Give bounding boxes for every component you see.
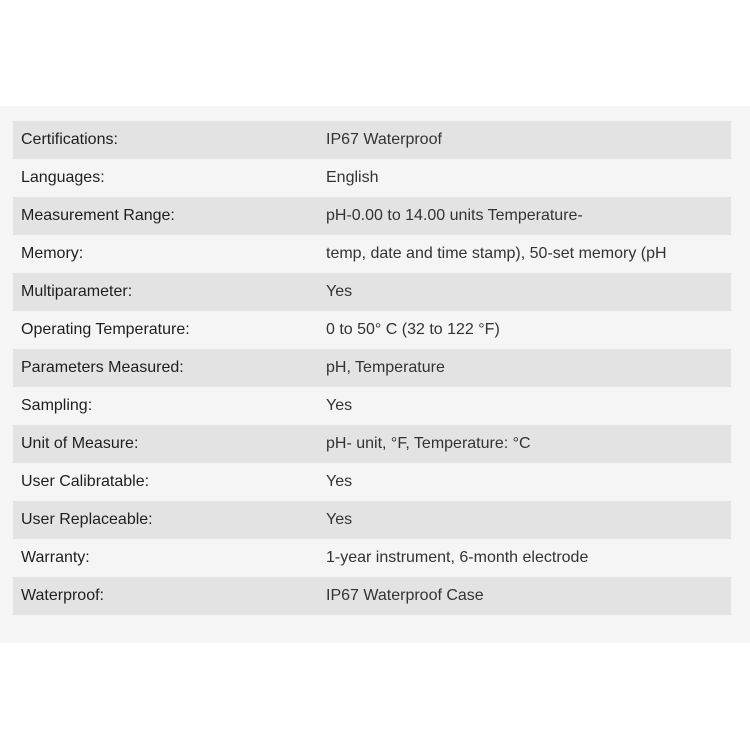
spec-value: Yes — [326, 511, 353, 528]
spec-label: Memory: — [21, 245, 84, 262]
spec-label: Sampling: — [21, 397, 93, 414]
spec-value: 0 to 50° C (32 to 122 °F) — [326, 321, 500, 338]
spec-row-certifications — [13, 121, 731, 159]
spec-row-unit-of-measure — [13, 425, 731, 463]
spec-row-parameters-measured — [13, 349, 731, 387]
spec-value: pH, Temperature — [326, 359, 445, 376]
spec-label: Waterproof: — [21, 587, 104, 604]
spec-value: temp, date and time stamp), 50-set memory (pH — [326, 245, 667, 262]
spec-row-memory — [13, 235, 731, 273]
spec-label: Unit of Measure: — [21, 435, 139, 452]
spec-value: Yes — [326, 473, 353, 490]
spec-row-operating-temperature — [13, 311, 731, 349]
spec-value: Yes — [326, 283, 353, 300]
spec-label: Parameters Measured: — [21, 359, 184, 376]
spec-label: Multiparameter: — [21, 283, 133, 300]
spec-label: User Replaceable: — [21, 511, 153, 528]
spec-value: IP67 Waterproof — [326, 131, 442, 148]
spec-row-multiparameter — [13, 273, 731, 311]
spec-value: 1-year instrument, 6-month electrode — [326, 549, 589, 566]
spec-value: Yes — [326, 397, 353, 414]
specifications-table — [13, 121, 731, 615]
spec-label: Languages: — [21, 169, 105, 186]
spec-value: pH- unit, °F, Temperature: °C — [326, 435, 531, 452]
spec-label: Certifications: — [21, 131, 118, 148]
spec-row-sampling — [13, 387, 731, 425]
spec-row-measurement-range — [13, 197, 731, 235]
spec-row-user-replaceable — [13, 501, 731, 539]
spec-label: Measurement Range: — [21, 207, 175, 224]
spec-label: Operating Temperature: — [21, 321, 190, 338]
spec-value: pH-0.00 to 14.00 units Temperature- — [326, 207, 583, 224]
spec-value: English — [326, 169, 379, 186]
spec-label: User Calibratable: — [21, 473, 150, 490]
spec-row-warranty — [13, 539, 731, 577]
spec-row-waterproof — [13, 577, 731, 615]
spec-row-languages — [13, 159, 731, 197]
spec-row-user-calibratable — [13, 463, 731, 501]
spec-label: Warranty: — [21, 549, 90, 566]
spec-value: IP67 Waterproof Case — [326, 587, 484, 604]
